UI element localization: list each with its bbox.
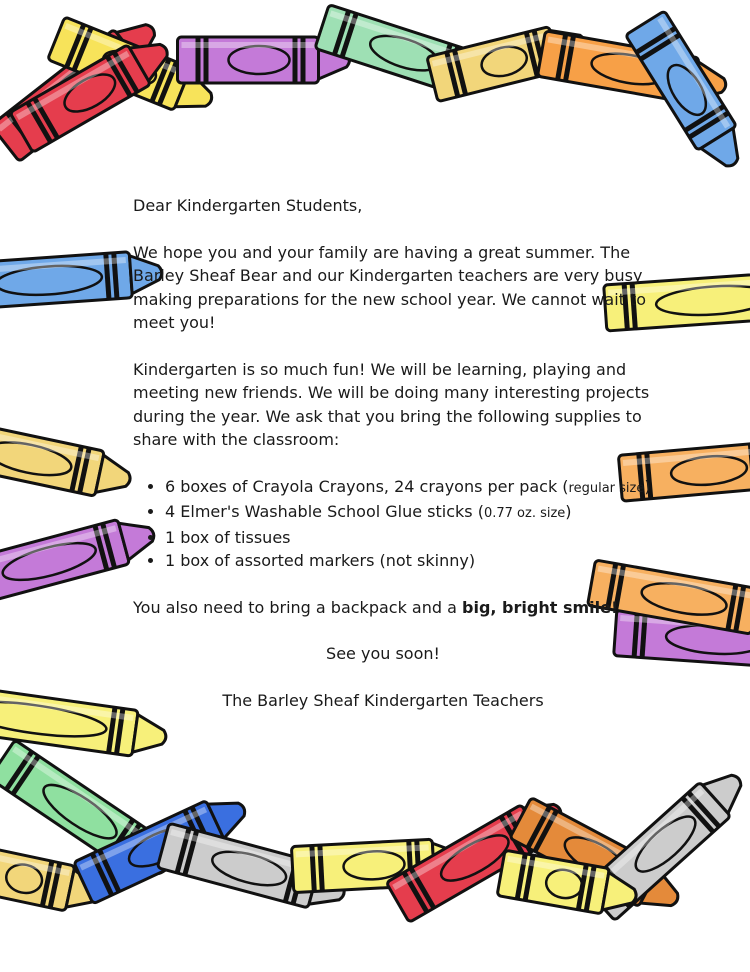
greeting: Dear Kindergarten Students, (133, 196, 363, 215)
closing: See you soon! (326, 644, 440, 663)
supply-item: • 1 box of assorted markers (not skinny) (165, 549, 673, 573)
paragraph-summer: We hope you and your family are having a great summer. The Barley Sheaf Bear and our Kindergarten teachers are very busy making preparations for the new school year. We cannot wait to meet you! (133, 242, 647, 332)
letter-body (133, 194, 673, 712)
supply-item: • 1 box of tissues (165, 526, 673, 550)
signature: The Barley Sheaf Kindergarten Teachers (222, 690, 544, 710)
supply-item: • 4 Elmer's Washable School Glue sticks (0.77 oz. size) (165, 500, 673, 526)
crayon-icon (0, 417, 135, 503)
paragraph-backpack: You also need to bring a backpack and a big, bright smile! (133, 597, 619, 617)
smile-emphasis: big, bright smile! (462, 597, 619, 617)
paragraph-supplies-intro: Kindergarten is so much fun! We will be learning, playing and meeting new friends. We will be doing many interesting projects during the year. We ask that you bring the following supplies to share with the classroom: (133, 359, 650, 449)
supply-list (133, 475, 673, 573)
supply-item: • 6 boxes of Crayola Crayons, 24 crayons per pack (regular size) (165, 475, 673, 501)
